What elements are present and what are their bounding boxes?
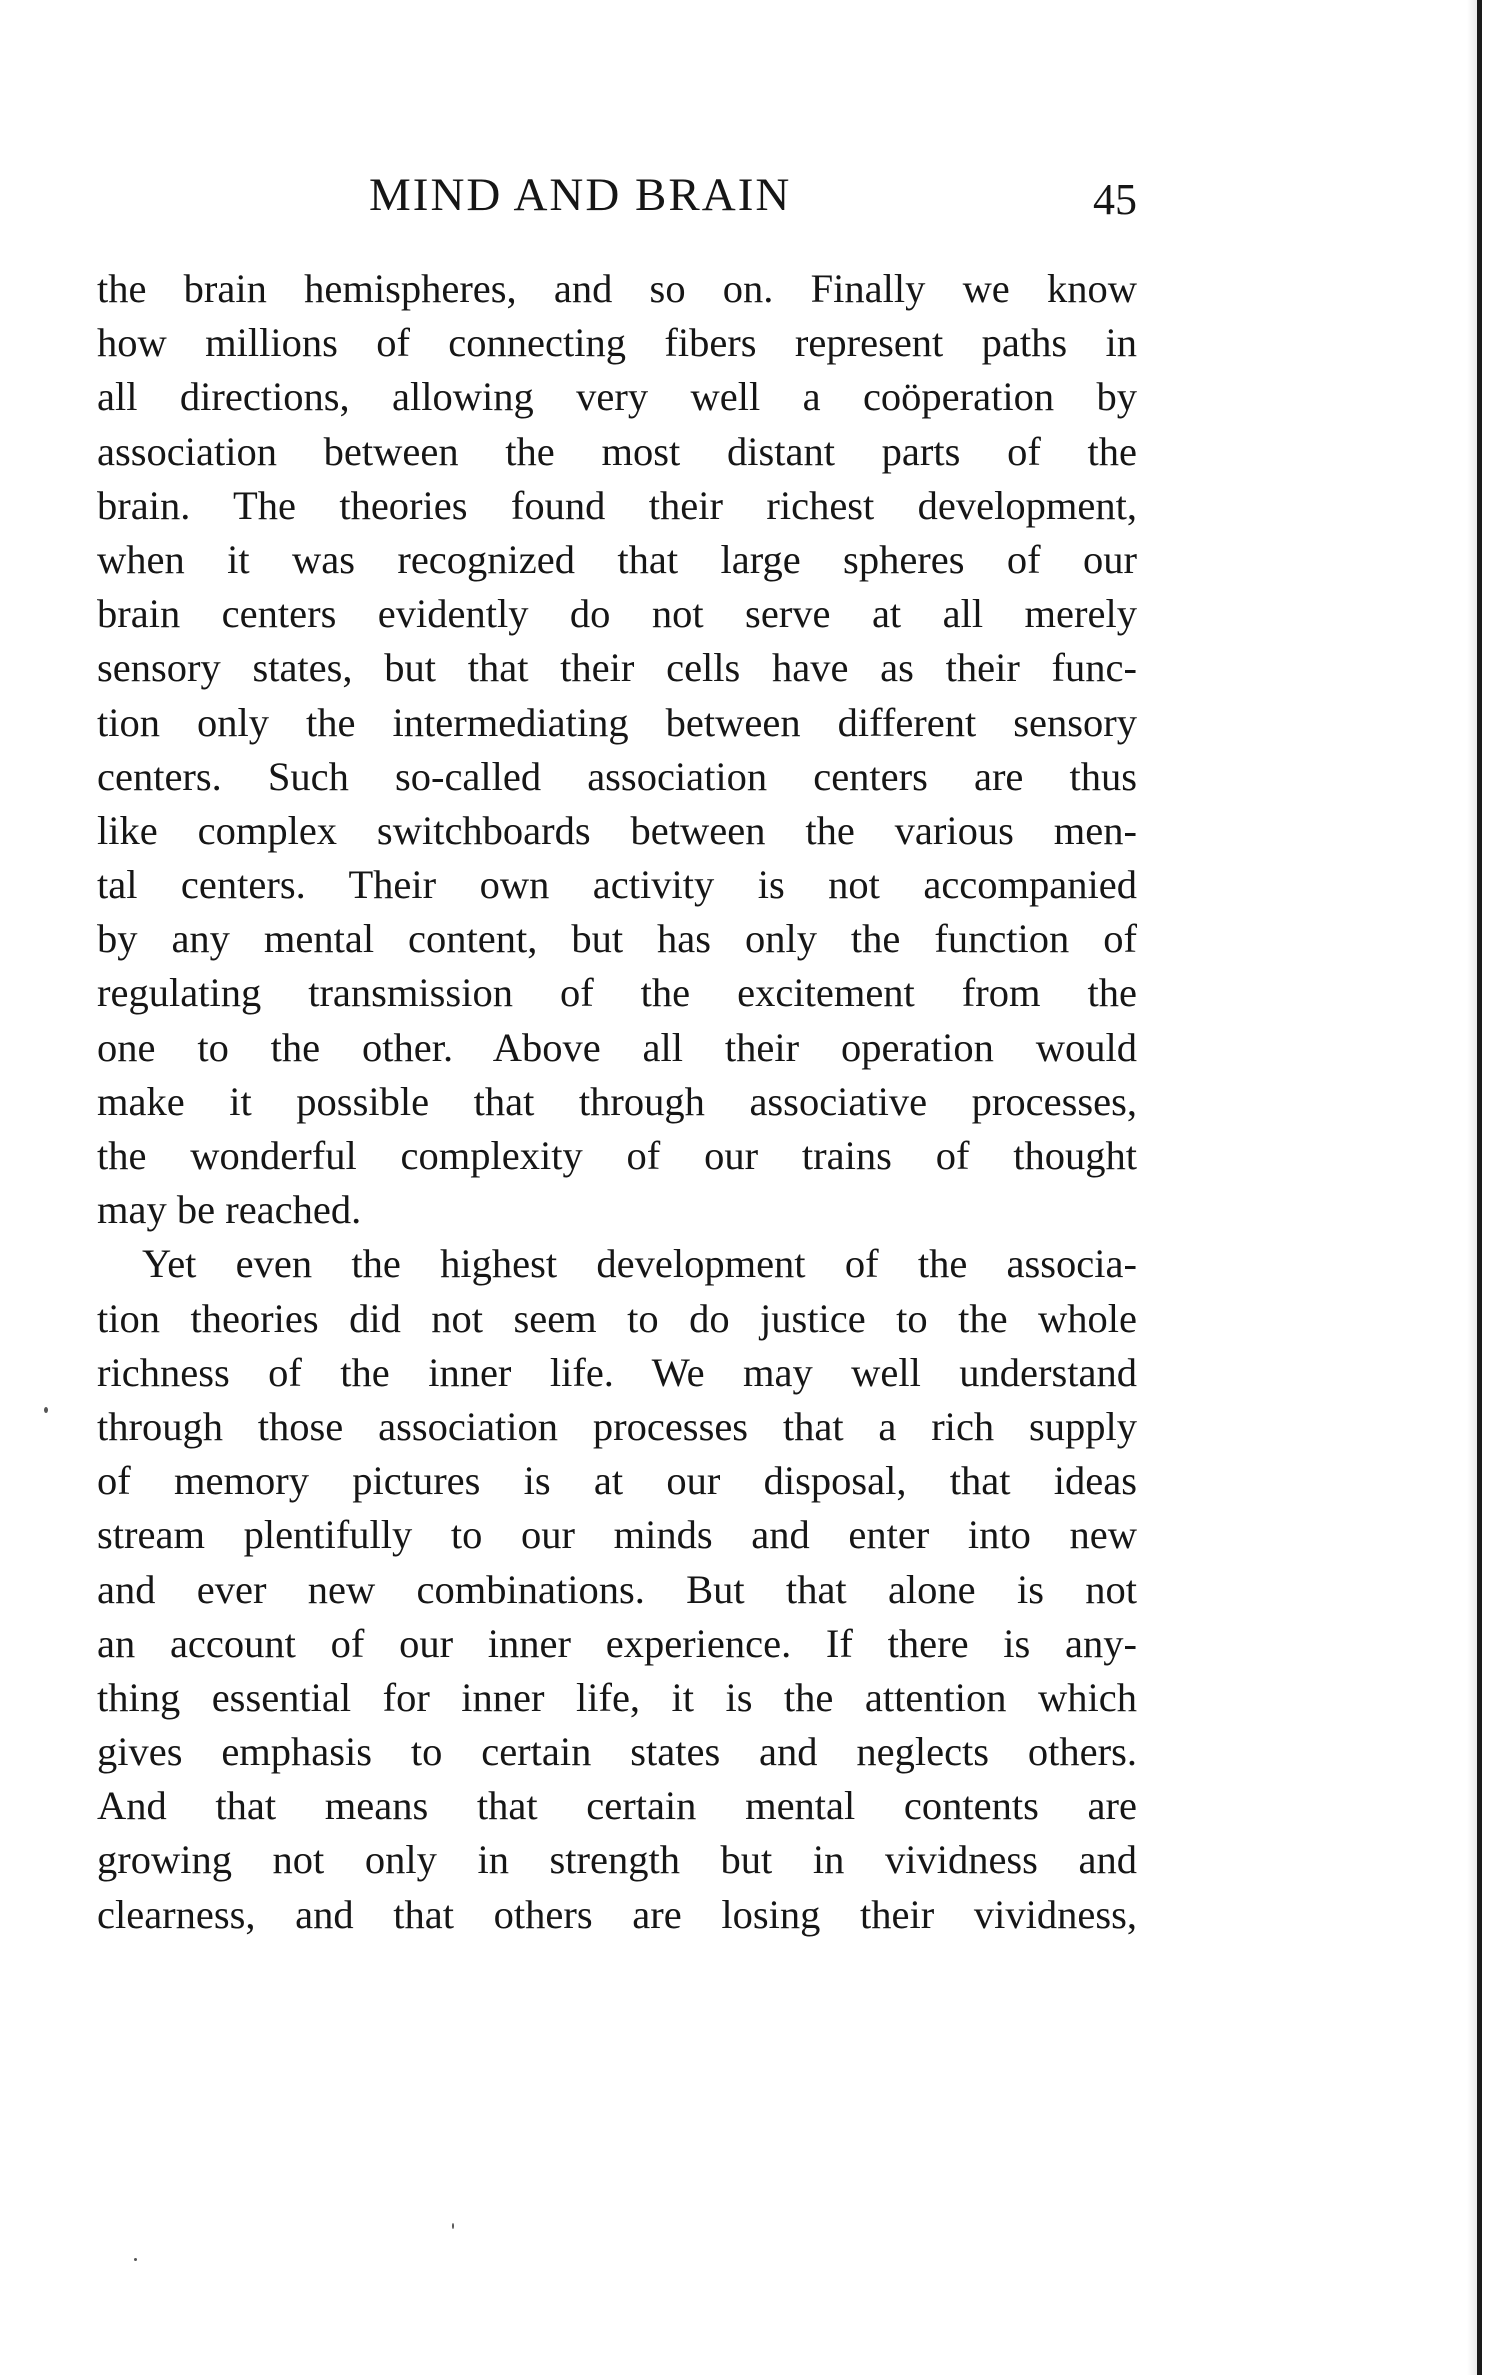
paragraph [97,262,1137,1237]
text-line: centers. Such so-called association centers are thus [97,753,1137,799]
scan-speck [44,1407,48,1413]
text-line: sensory states, but that their cells have as their func- [97,645,1137,691]
page-header [97,160,1137,230]
text-line: richness of the inner life. We may well understand [97,1349,1137,1395]
page-edge [1477,0,1482,2375]
text-line: through those association processes that a rich supply [97,1403,1137,1449]
text-line: of memory pictures is at our disposal, that ideas [97,1458,1137,1504]
running-head: MIND AND BRAIN [369,169,792,221]
paragraph [97,1237,1137,1941]
text-line: may be reached. [97,1187,362,1233]
text-line: like complex switchboards between the various men- [97,807,1137,853]
scan-speck [452,2223,454,2229]
text-line: brain centers evidently do not serve at all merely [97,591,1137,637]
text-line: tion theories did not seem to do justice to the whole [97,1295,1137,1341]
text-line: tion only the intermediating between different sensory [97,699,1137,745]
body-text [97,262,1137,1942]
text-line: And that means that certain mental contents are [97,1783,1137,1829]
page-number: 45 [1093,175,1137,224]
text-line: all directions, allowing very well a coöperation by [97,374,1137,420]
text-line: thing essential for inner life, it is the attention which [97,1674,1137,1720]
text-line: make it possible that through associative processes, [97,1078,1137,1124]
text-line: one to the other. Above all their operation would [97,1024,1137,1070]
text-line: an account of our inner experience. If there is any- [97,1620,1137,1666]
text-line: how millions of connecting fibers represent paths in [97,320,1137,366]
text-line: Yet even the highest development of the associa- [142,1241,1137,1287]
text-line: the wonderful complexity of our trains of thought [97,1133,1137,1178]
text-line: regulating transmission of the excitement from the [97,970,1137,1016]
text-line: brain. The theories found their richest development, [97,482,1137,528]
text-line: gives emphasis to certain states and neglects others. [97,1729,1137,1775]
text-line: when it was recognized that large spheres of our [97,536,1137,582]
text-line: by any mental content, but has only the function of [97,916,1137,962]
text-line: clearness, and that others are losing their vividness, [97,1891,1137,1937]
text-line: association between the most distant parts of the [97,428,1137,474]
text-line: growing not only in strength but in vividness and [97,1837,1137,1883]
text-line: and ever new combinations. But that alone is not [97,1566,1137,1612]
text-line: the brain hemispheres, and so on. Finally we know [97,266,1137,311]
text-line: tal centers. Their own activity is not accompanied [97,862,1137,908]
page-edge-shadow [1467,0,1477,2375]
text-line: stream plentifully to our minds and enter into new [97,1512,1137,1558]
scan-speck [134,2258,137,2261]
